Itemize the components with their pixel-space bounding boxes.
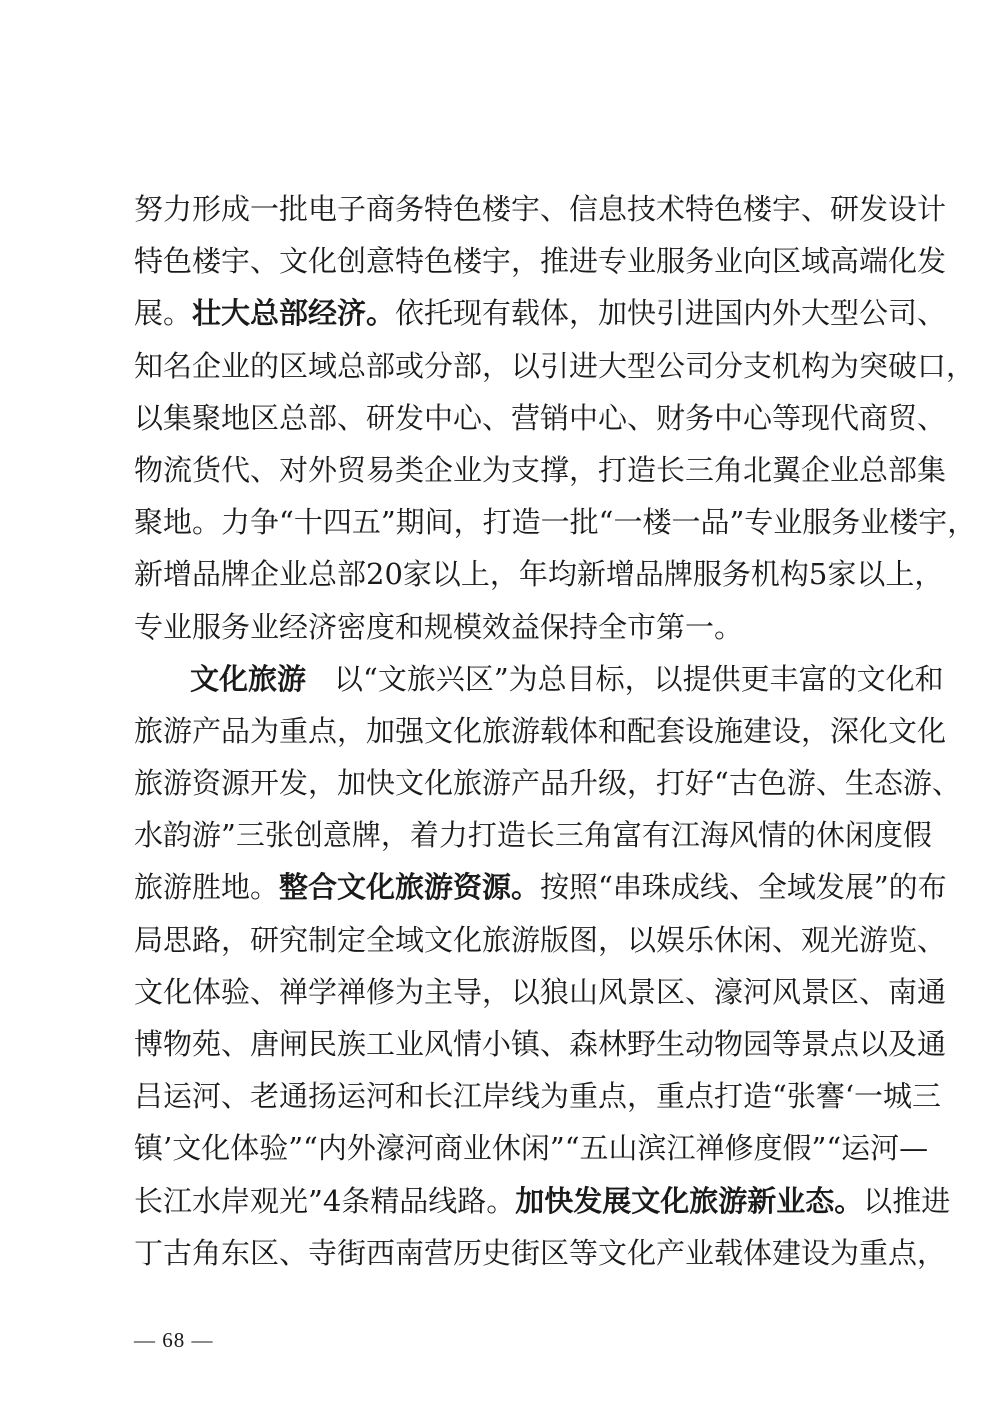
- text-segment: 吕运河、老通扬运河和长江岸线为重点，重点打造“张謇‘一城三: [134, 1079, 942, 1114]
- bold-heading: 文化旅游: [190, 661, 307, 696]
- text-line: [134, 1122, 929, 1174]
- bold-heading: 加快发展文化旅游新业态。: [515, 1183, 864, 1218]
- text-line: [134, 1070, 942, 1122]
- text-line: [134, 705, 947, 757]
- text-line: [134, 183, 947, 235]
- text-line: [134, 496, 977, 548]
- text-segment: 聚地。力争“十四五”期间，打造一批“一楼一品”专业服务业楼宇，: [134, 505, 977, 540]
- text-segment: 局思路，研究制定全域文化旅游版图，以娱乐休闲、观光游览、: [134, 922, 947, 957]
- text-line: [134, 966, 947, 1018]
- text-line: [134, 757, 961, 809]
- text-line: [134, 444, 947, 496]
- text-segment: 旅游产品为重点，加强文化旅游载体和配套设施建设，深化文化: [134, 713, 947, 748]
- text-segment: 专业服务业经济密度和规模效益保持全市第一。: [134, 609, 744, 644]
- body-text: [134, 183, 977, 1279]
- text-segment: 物流货代、对外贸易类企业为支撑，打造长三角北翼企业总部集: [134, 452, 947, 487]
- text-segment: 旅游胜地。: [134, 870, 280, 905]
- text-segment: 镇’文化体验”“内外濠河商业休闲”“五山滨江禅修度假”“运河—: [134, 1131, 929, 1166]
- text-segment: 展。: [134, 296, 193, 331]
- text-segment: 水韵游”三张创意牌，着力打造长三角富有江海风情的休闲度假: [134, 818, 932, 853]
- text-segment: 丁古角东区、寺街西南营历史街区等文化产业载体建设为重点，: [134, 1235, 947, 1270]
- text-line: [134, 1227, 947, 1279]
- text-line: [134, 653, 944, 705]
- text-segment: 旅游资源开发，加快文化旅游产品升级，打好“古色游、生态游、: [134, 766, 961, 801]
- text-segment: 按照“串珠成线、全域发展”的布: [540, 870, 947, 905]
- text-segment: 以“文旅兴区”为总目标，以提供更丰富的文化和: [334, 661, 944, 696]
- bold-heading: 壮大总部经济。: [192, 296, 396, 331]
- text-segment: 知名企业的区域总部或分部，以引进大型公司分支机构为突破口，: [134, 348, 976, 383]
- text-line: [134, 340, 976, 392]
- text-segment: 新增品牌企业总部20家以上，年均新增品牌服务机构5家以上，: [134, 557, 944, 592]
- text-segment: 以集聚地区总部、研发中心、营销中心、财务中心等现代商贸、: [134, 400, 947, 435]
- text-line: [134, 861, 947, 913]
- text-line: [134, 548, 944, 600]
- text-line: [134, 235, 947, 287]
- text-segment: 博物苑、唐闸民族工业风情小镇、森林野生动物园等景点以及通: [134, 1027, 947, 1061]
- text-line: [134, 809, 932, 861]
- text-line: [134, 914, 947, 966]
- text-line: [134, 1018, 947, 1070]
- page-number: — 68 —: [134, 1328, 214, 1352]
- text-line: [134, 392, 947, 444]
- text-line: [134, 601, 868, 653]
- text-segment: 努力形成一批电子商务特色楼宇、信息技术特色楼宇、研发设计: [134, 192, 947, 226]
- text-segment: 以推进: [863, 1183, 951, 1218]
- text-segment: 特色楼宇、文化创意特色楼宇，推进专业服务业向区域高端化发: [134, 244, 947, 279]
- text-line: [134, 287, 947, 339]
- text-segment: 长江水岸观光”4条精品线路。: [134, 1183, 516, 1218]
- bold-heading: 整合文化旅游资源。: [279, 870, 541, 905]
- text-segment: 文化体验、禅学禅修为主导，以狼山风景区、濠河风景区、南通: [134, 974, 947, 1009]
- text-segment: 依托现有载体，加快引进国内外大型公司、: [395, 296, 947, 331]
- text-line: [134, 1175, 951, 1227]
